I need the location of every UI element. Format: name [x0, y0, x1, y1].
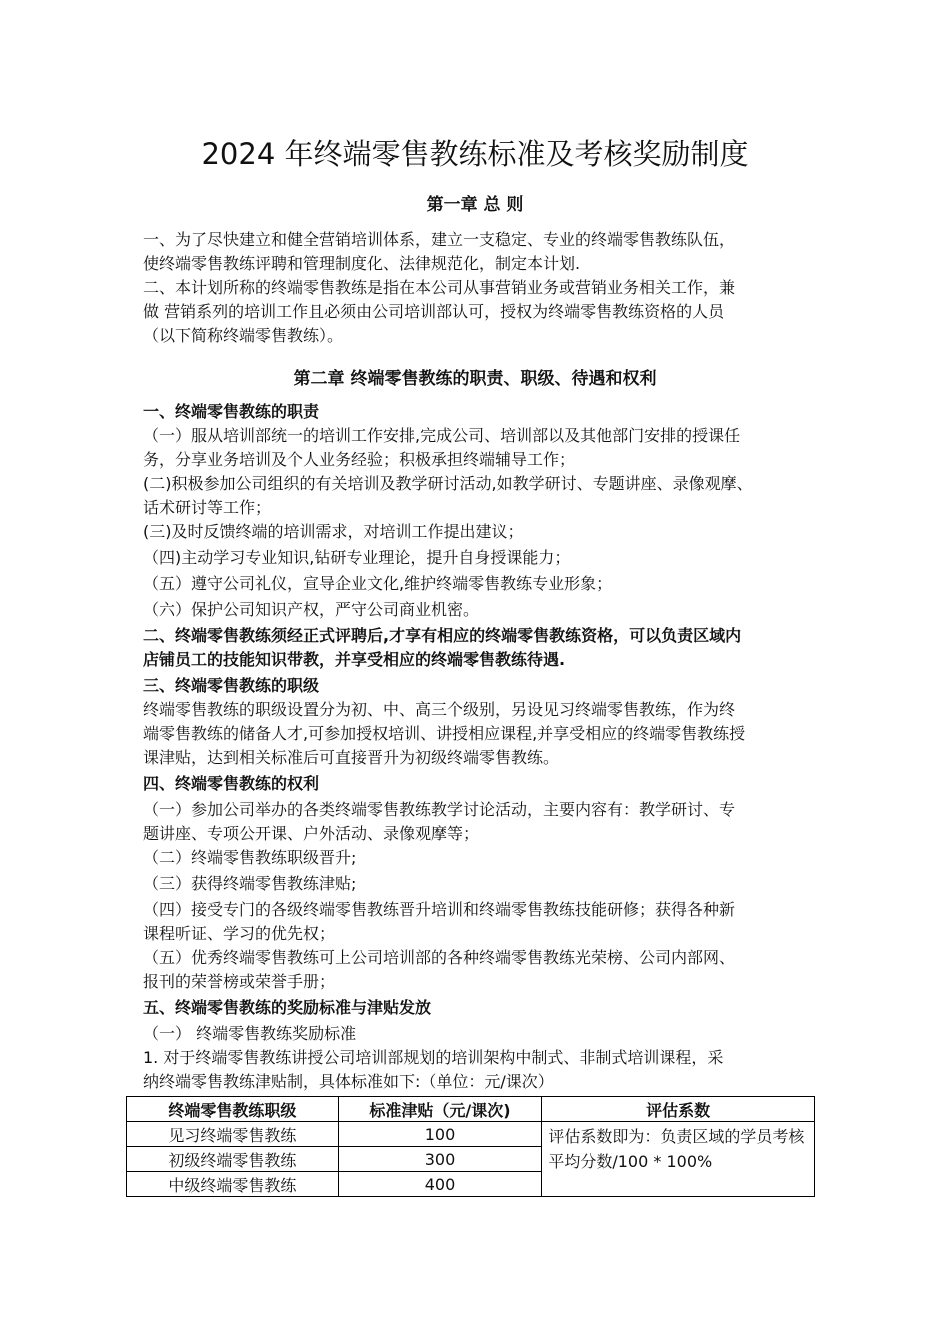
table-row	[127, 1122, 815, 1147]
chapter-2-heading: 第二章 终端零售教练的职责、职级、待遇和权利	[293, 369, 657, 389]
table-cell-allowance: 100	[338, 1122, 542, 1147]
table-cell-allowance: 300	[338, 1147, 542, 1172]
section-heading: 五、终端零售教练的奖励标准与津贴发放	[143, 998, 432, 1017]
paragraph-line: 做 营销系列的培训工作且必须由公司培训部认可，授权为终端零售教练资格的人员	[143, 302, 725, 321]
paragraph-line: （一）服从培训部统一的培训工作安排,完成公司、培训部以及其他部门安排的授课任	[143, 426, 741, 445]
table-cell-level: 中级终端零售教练	[127, 1172, 339, 1197]
table-cell-eval: 评估系数即为：负责区域的学员考核平均分数/100 * 100%	[542, 1122, 815, 1197]
table-header-cell: 标准津贴（元/课次)	[338, 1097, 542, 1122]
section-heading: 店铺员工的技能知识带教，并享受相应的终端零售教练待遇.	[143, 650, 566, 669]
paragraph-line: （五）遵守公司礼仪，宣导企业文化,维护终端零售教练专业形象；	[143, 574, 613, 593]
paragraph-line: 报刊的荣誉榜或荣誉手册；	[143, 972, 336, 991]
paragraph-line: （以下简称终端零售教练）。	[143, 326, 344, 345]
paragraph-line: (二)积极参加公司组织的有关培训及教学研讨活动,如教学研讨、专题讲座、录像观摩、	[143, 474, 753, 493]
allowance-table	[126, 1096, 815, 1197]
paragraph-line: （五）优秀终端零售教练可上公司培训部的各种终端零售教练光荣榜、公司内部网、	[143, 948, 736, 967]
section-heading: 二、终端零售教练须经正式评聘后,才享有相应的终端零售教练资格，可以负责区域内	[143, 626, 742, 645]
paragraph-line: （一） 终端零售教练奖励标准	[143, 1024, 357, 1043]
table-cell-allowance: 400	[338, 1172, 542, 1197]
paragraph-line: （四)主动学习专业知识,钻研专业理论，提升自身授课能力；	[143, 548, 571, 567]
table-cell-level: 初级终端零售教练	[127, 1147, 339, 1172]
table-header-cell: 评估系数	[542, 1097, 815, 1122]
paragraph-line: （三）获得终端零售教练津贴;	[143, 874, 357, 893]
paragraph-line: 二、本计划所称的终端零售教练是指在本公司从事营销业务或营销业务相关工作，兼	[143, 278, 736, 297]
paragraph-line: 1. 对于终端零售教练讲授公司培训部规划的培训架构中制式、非制式培训课程，采	[143, 1048, 724, 1067]
paragraph-line: （一）参加公司举办的各类终端零售教练教学讨论活动，主要内容有：教学研讨、专	[143, 800, 736, 819]
section-heading: 一、终端零售教练的职责	[143, 402, 320, 421]
chapter-1-heading: 第一章 总 则	[426, 195, 524, 215]
paragraph-line: 课津贴，达到相关标准后可直接晋升为初级终端零售教练。	[143, 748, 560, 767]
paragraph-line: (三)及时反馈终端的培训需求，对培训工作提出建议；	[143, 522, 524, 541]
paragraph-line: 课程听证、学习的优先权；	[143, 924, 336, 943]
paragraph-line: 端零售教练的储备人才,可参加授权培训、讲授相应课程,并享受相应的终端零售教练授	[143, 724, 746, 743]
table-cell-level: 见习终端零售教练	[127, 1122, 339, 1147]
paragraph-line: （二）终端零售教练职级晋升;	[143, 848, 357, 867]
paragraph-line: （四）接受专门的各级终端零售教练晋升培训和终端零售教练技能研修；获得各种新	[143, 900, 736, 919]
paragraph-line: 务，分享业务培训及个人业务经验；积极承担终端辅导工作；	[143, 450, 576, 469]
paragraph-line: 使终端零售教练评聘和管理制度化、法律规范化，制定本计划.	[143, 254, 581, 273]
table-header-cell: 终端零售教练职级	[127, 1097, 339, 1122]
paragraph-line: （六）保护公司知识产权，严守公司商业机密。	[143, 600, 480, 619]
paragraph-line: 一、为了尽快建立和健全营销培训体系，建立一支稳定、专业的终端零售教练队伍，	[143, 230, 736, 249]
paragraph-line: 题讲座、专项公开课、户外活动、录像观摩等；	[143, 824, 480, 843]
table-header-row	[127, 1097, 815, 1122]
paragraph-line: 纳终端零售教练津贴制，具体标准如下:（单位：元/课次）	[143, 1072, 554, 1091]
section-heading: 三、终端零售教练的职级	[143, 676, 320, 695]
paragraph-line: 话术研讨等工作；	[143, 498, 272, 517]
paragraph-line: 终端零售教练的职级设置分为初、中、高三个级别，另设见习终端零售教练，作为终	[143, 700, 736, 719]
section-heading: 四、终端零售教练的权利	[143, 774, 320, 793]
document-title: 2024 年终端零售教练标准及考核奖励制度	[201, 137, 749, 171]
